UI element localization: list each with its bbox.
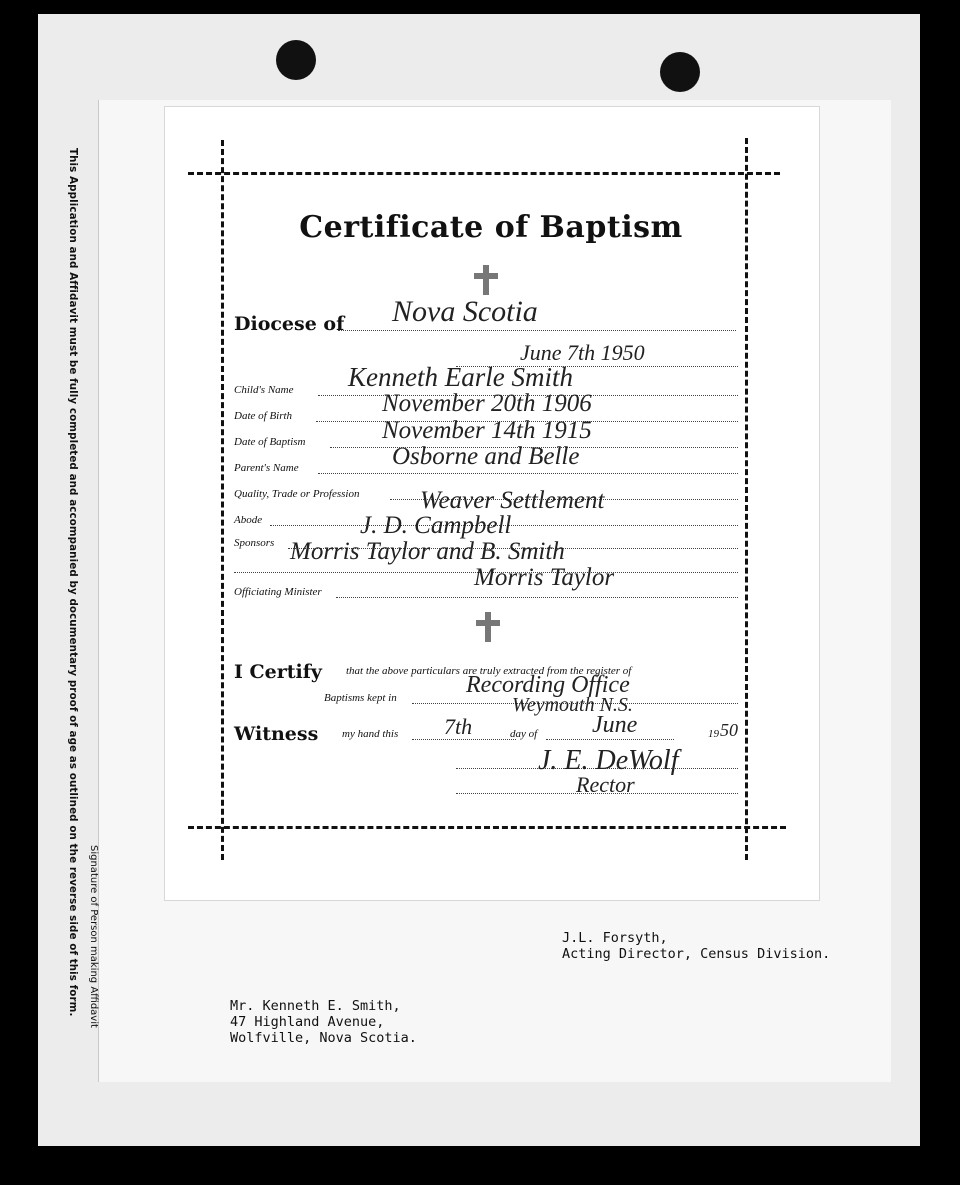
border-right — [745, 138, 748, 860]
field-line-officiating-minister — [336, 597, 738, 598]
signoff-name: J.L. Forsyth, — [562, 930, 668, 946]
rector-title: Rector — [576, 772, 635, 797]
field-value-childs-name: Kenneth Earle Smith — [348, 362, 573, 392]
register-location: Recording Office — [466, 672, 630, 698]
signature-note: Signature of Person making Affidavit — [88, 845, 99, 1028]
witness-month-line — [546, 739, 674, 740]
rector-signature: J. E. DeWolf — [538, 745, 679, 776]
field-label-parents-name: Parent's Name — [234, 462, 299, 474]
field-label-childs-name: Child's Name — [234, 384, 294, 396]
signoff-title: Acting Director, Census Division. — [562, 946, 831, 962]
field-value-sponsors-2: Morris Taylor and B. Smith — [290, 538, 565, 565]
field-label-abode: Abode — [234, 514, 263, 526]
field-line-parents-name — [318, 473, 738, 474]
witness-year: 50 — [720, 720, 738, 740]
certify-text: that the above particulars are truly extracted from the register of — [346, 665, 632, 677]
addressee-line-1: Mr. Kenneth E. Smith, — [230, 998, 401, 1014]
diocese-value: Nova Scotia — [392, 295, 538, 328]
border-bottom — [188, 826, 786, 829]
field-value-parents-name: Osborne and Belle — [392, 443, 580, 470]
cross-icon — [474, 265, 498, 295]
application-note: This Application and Affidavit must be fully completed and accompanied by documentary proof of age as outlined on the reverse side of this form. — [67, 148, 79, 1017]
punch-hole-left — [276, 40, 316, 80]
field-label-sponsors: Sponsors — [234, 537, 275, 549]
day-of-label: day of — [510, 728, 538, 740]
field-value-abode: Weaver Settlement — [420, 487, 605, 514]
year-prefix: 19 — [708, 728, 719, 740]
field-value-date-of-baptism: November 14th 1915 — [382, 417, 592, 444]
certify-label: I Certify — [234, 661, 322, 683]
punch-hole-right — [660, 52, 700, 92]
field-value-sponsors: J. D. Campbell — [360, 512, 512, 539]
witness-label: Witness — [234, 723, 319, 745]
certificate-title: Certificate of Baptism — [299, 210, 683, 245]
register-place: Weymouth N.S. — [512, 694, 633, 716]
diocese-line — [338, 330, 736, 331]
my-hand-this-label: my hand this — [342, 728, 399, 740]
cross-icon — [476, 612, 500, 642]
field-value-date-of-birth: November 20th 1906 — [382, 390, 592, 417]
witness-day: 7th — [444, 714, 473, 739]
field-label-profession: Quality, Trade or Profession — [234, 488, 360, 500]
border-top — [188, 172, 780, 175]
field-label-date-of-birth: Date of Birth — [234, 410, 293, 422]
diocese-label: Diocese of — [234, 313, 345, 335]
field-label-date-of-baptism: Date of Baptism — [234, 436, 306, 448]
addressee-line-3: Wolfville, Nova Scotia. — [230, 1030, 417, 1046]
addressee-line-2: 47 Highland Avenue, — [230, 1014, 385, 1030]
border-left — [221, 140, 224, 860]
issue-date: June 7th 1950 — [520, 340, 645, 365]
field-value-officiating-minister: Morris Taylor — [474, 564, 615, 591]
baptisms-kept-in-label: Baptisms kept in — [324, 692, 397, 704]
witness-month: June — [592, 712, 638, 738]
field-label-officiating-minister: Officiating Minister — [234, 586, 322, 598]
